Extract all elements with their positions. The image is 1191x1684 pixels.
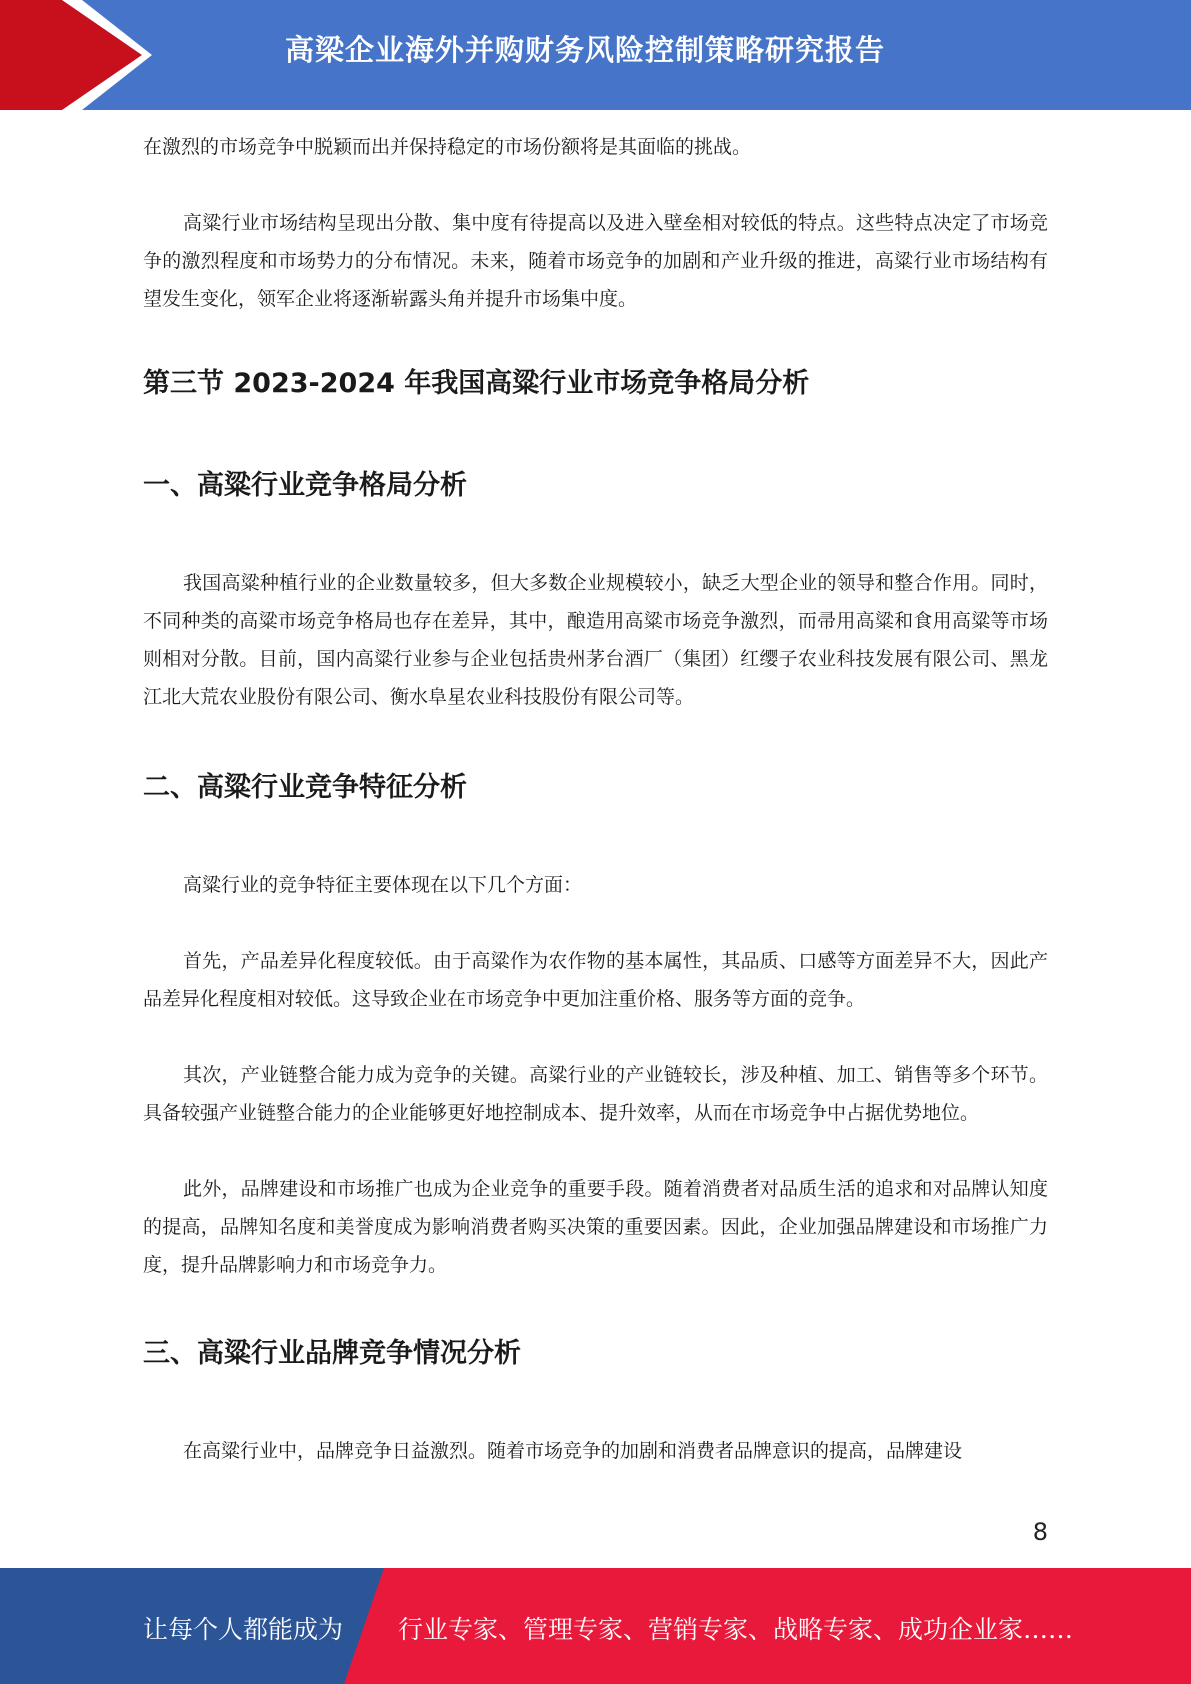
page-number: 8 [1032, 1518, 1048, 1546]
paragraph: 我国高粱种植行业的企业数量较多，但大多数企业规模较小，缺乏大型企业的领导和整合作用。同时，不同种类的高粱市场竞争格局也存在差异，其中，酿造用高粱市场竞争激烈，而帚用高粱和食用高粱等市场则相对分散。目前，国内高粱行业参与企业包括贵州茅台酒厂（集团）红缨子农业科技发展有限公司、黑龙江北大荒农业股份有限公司、衡水阜星农业科技股份有限公司等。 [143, 572, 1048, 708]
paragraph: 此外，品牌建设和市场推广也成为企业竞争的重要手段。随着消费者对品质生活的追求和对品牌认知度的提高，品牌知名度和美誉度成为影响消费者购买决策的重要因素。因此，企业加强品牌建设和市场推广力度，提升品牌影响力和市场竞争力。 [143, 1178, 1048, 1276]
document-title: 高梁企业海外并购财务风险控制策略研究报告 [285, 33, 886, 67]
page-content [143, 128, 1048, 1470]
paragraph: 高粱行业的竞争特征主要体现在以下几个方面： [183, 874, 583, 896]
subsection-heading: 一、高粱行业竞争格局分析 [143, 470, 467, 501]
footer-slogan-left: 让每个人都能成为 [143, 1615, 344, 1644]
subsection-heading: 三、高粱行业品牌竞争情况分析 [143, 1338, 521, 1369]
header-banner [0, 0, 1191, 110]
paragraph: 在激烈的市场竞争中脱颖而出并保持稳定的市场份额将是其面临的挑战。 [143, 136, 752, 158]
paragraph: 首先，产品差异化程度较低。由于高粱作为农作物的基本属性，其品质、口感等方面差异不大，因此产品差异化程度相对较低。这导致企业在市场竞争中更加注重价格、服务等方面的竞争。 [143, 950, 1048, 1010]
section-heading: 第三节 2023-2024 年我国高粱行业市场竞争格局分析 [143, 368, 810, 399]
footer-slogan-right: 行业专家、管理专家、营销专家、战略专家、成功企业家…… [398, 1615, 1074, 1644]
paragraph: 其次，产业链整合能力成为竞争的关键。高粱行业的产业链较长，涉及种植、加工、销售等多个环节。具备较强产业链整合能力的企业能够更好地控制成本、提升效率，从而在市场竞争中占据优势地位。 [143, 1064, 1048, 1124]
footer-banner [0, 1568, 1191, 1684]
paragraph: 高粱行业市场结构呈现出分散、集中度有待提高以及进入壁垒相对较低的特点。这些特点决定了市场竞争的激烈程度和市场势力的分布情况。未来，随着市场竞争的加剧和产业升级的推进，高粱行业市场结构有望发生变化，领军企业将逐渐崭露头角并提升市场集中度。 [143, 212, 1048, 310]
paragraph: 在高粱行业中，品牌竞争日益激烈。随着市场竞争的加剧和消费者品牌意识的提高，品牌建设 [183, 1440, 963, 1462]
subsection-heading: 二、高粱行业竞争特征分析 [143, 772, 467, 803]
